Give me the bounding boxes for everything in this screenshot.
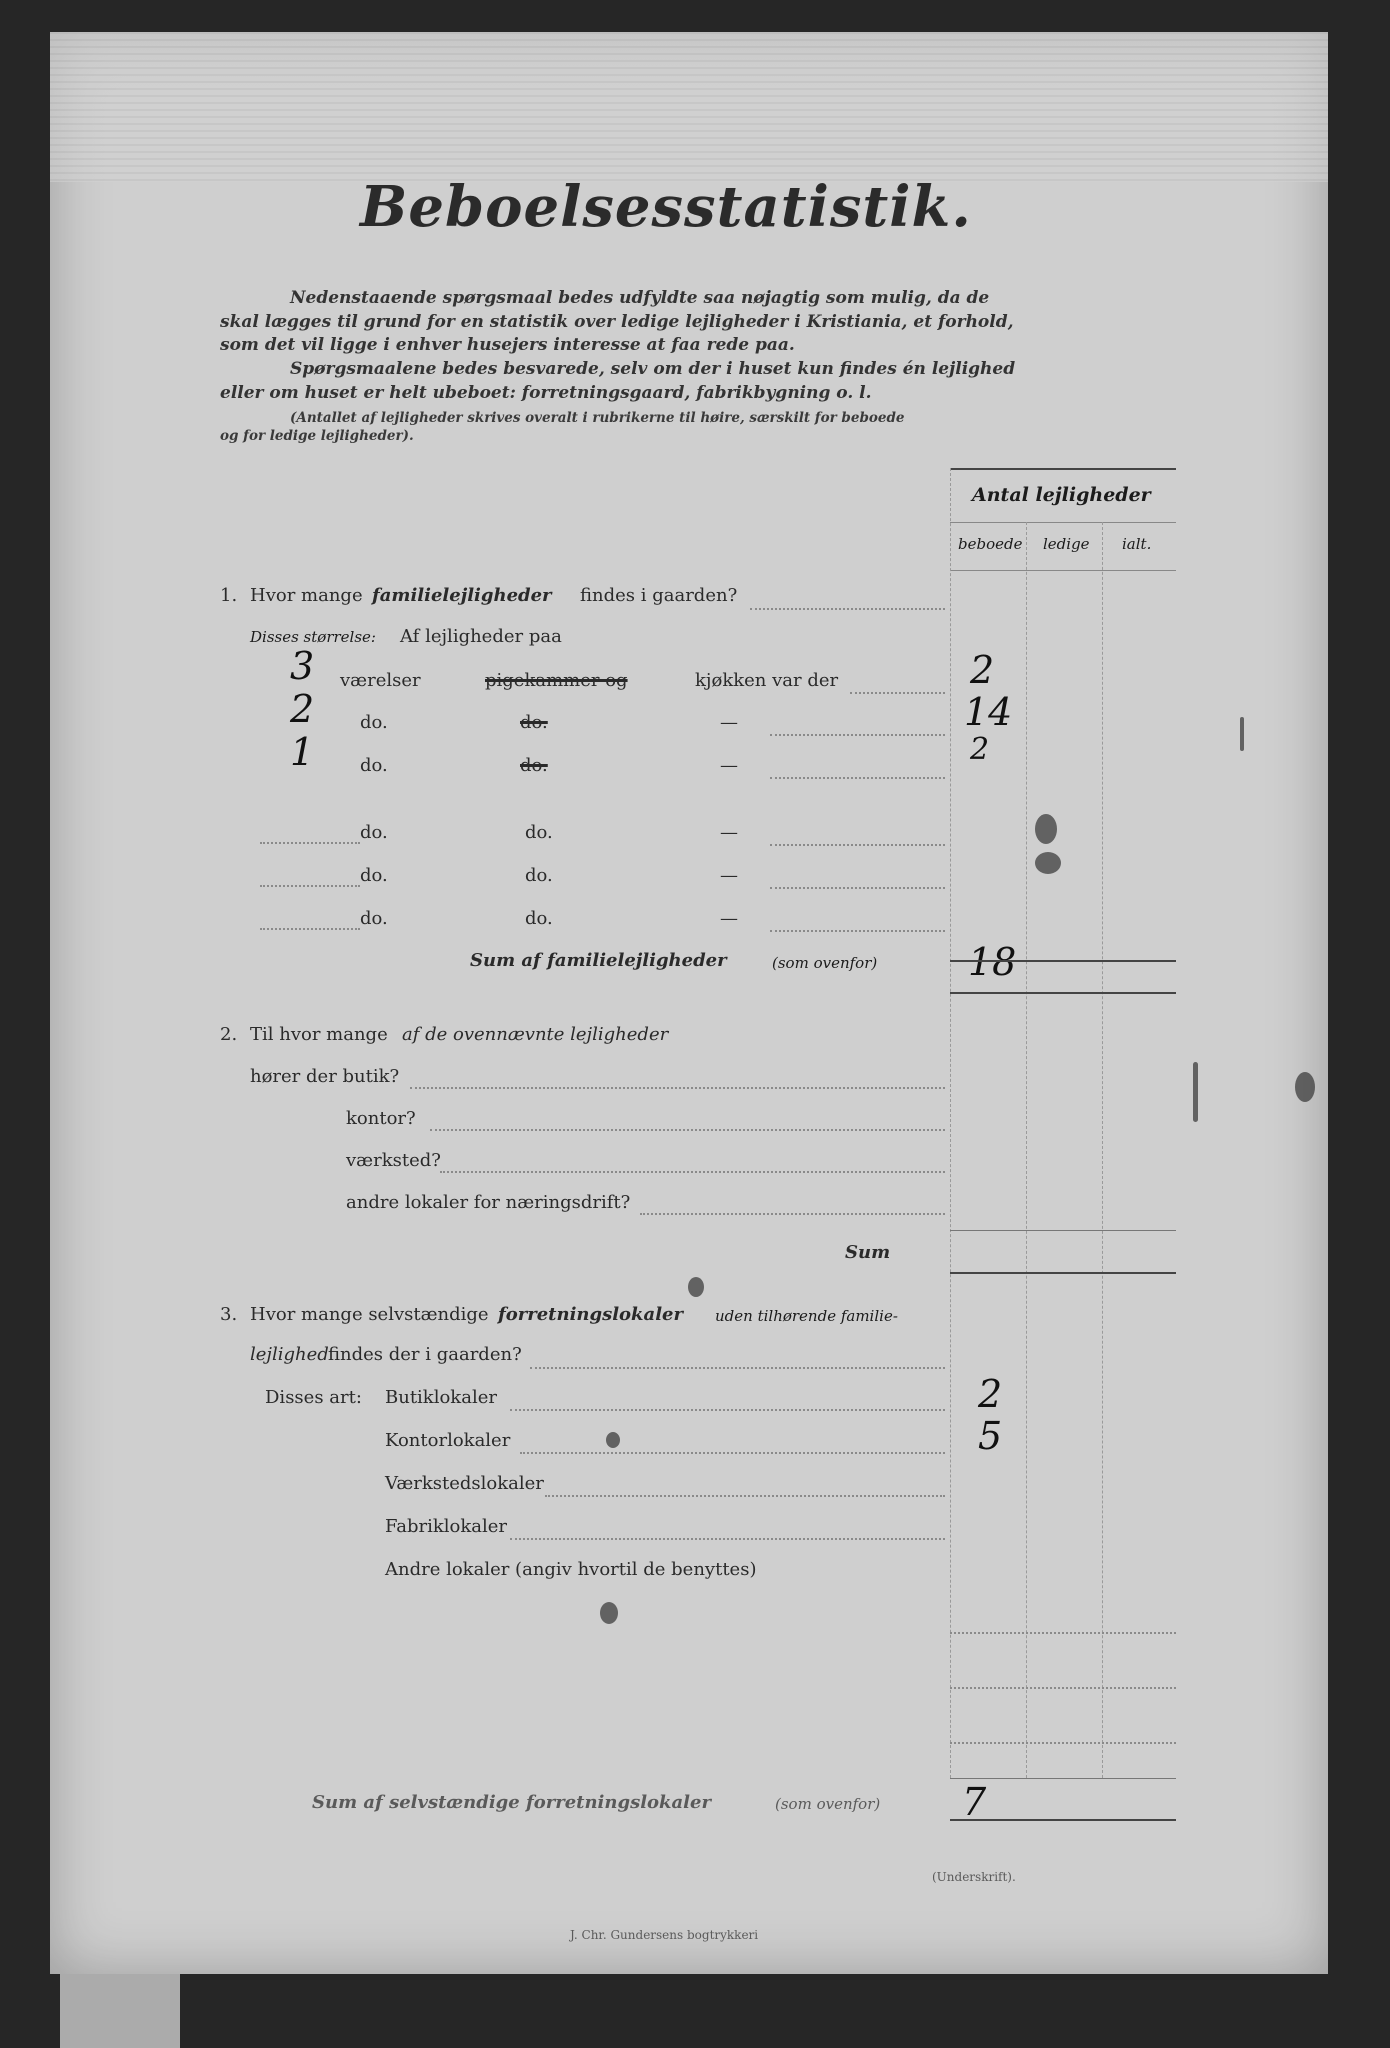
q1-sum-bottom-rule bbox=[950, 992, 1176, 994]
ink-smudge bbox=[600, 1602, 618, 1624]
q1-row1-rooms: 3 bbox=[290, 644, 315, 688]
q1-text-em: familielejligheder bbox=[372, 585, 552, 606]
q1-sum-beboede: 18 bbox=[968, 940, 1017, 984]
q1-row5-dots bbox=[770, 887, 945, 889]
q1-row5-dash: — bbox=[720, 865, 738, 886]
column-line-1 bbox=[1026, 522, 1027, 1778]
q3-sum-suffix: (som ovenfor) bbox=[775, 1795, 881, 1813]
q1-text-pre: Hvor mange bbox=[250, 585, 363, 606]
q1-row4-dots bbox=[770, 844, 945, 846]
q2-sum-top-rule bbox=[950, 1230, 1176, 1231]
q3-text-post: uden tilhørende familie- bbox=[715, 1307, 898, 1325]
q2-kontor-dots bbox=[430, 1129, 945, 1131]
q3-blank-line-1 bbox=[950, 1632, 1176, 1634]
q3-line2: findes der i gaarden? bbox=[328, 1344, 522, 1365]
q3-item-butik-dots bbox=[510, 1409, 945, 1411]
q1-row3-rooms: 1 bbox=[290, 730, 315, 774]
intro-line-1: Nedenstaaende spørgsmaal bedes udfyldte saa nøjagtig som mulig, da de bbox=[290, 288, 990, 308]
q1-row3-do-struck: do. bbox=[520, 755, 548, 776]
q1-row6-do2: do. bbox=[525, 908, 553, 929]
page-title: Beboelsesstatistik. bbox=[360, 174, 972, 240]
ink-smudge bbox=[1035, 814, 1057, 844]
table-top-rule bbox=[950, 468, 1176, 470]
q3-text-em: forretningslokaler bbox=[498, 1304, 683, 1325]
q1-row2-rooms: 2 bbox=[290, 687, 315, 731]
q2-sum-bottom-rule bbox=[950, 1272, 1176, 1274]
q1-row2-do-struck: do. bbox=[520, 712, 548, 733]
q3-item-kontor-dots bbox=[520, 1452, 945, 1454]
q3-sum-value: 7 bbox=[962, 1780, 987, 1824]
q3-line2-dots bbox=[530, 1367, 945, 1369]
q3-value-butik: 2 bbox=[978, 1372, 1003, 1416]
table-group-header: Antal lejligheder bbox=[972, 484, 1151, 506]
q3-sum-bottom-rule bbox=[950, 1819, 1176, 1821]
q1-row5-do: do. bbox=[360, 865, 388, 886]
ink-smudge bbox=[688, 1277, 704, 1297]
q1-text-post: findes i gaarden? bbox=[580, 585, 738, 606]
q2-kontor: kontor? bbox=[346, 1108, 416, 1129]
table-header-rule bbox=[950, 522, 1176, 523]
ink-stroke bbox=[1193, 1062, 1198, 1122]
q3-blank-line-3 bbox=[950, 1742, 1176, 1744]
q1-number: 1. bbox=[220, 585, 238, 606]
form-page bbox=[50, 32, 1328, 1974]
q1-row1-pigekammer: pigekammer og bbox=[485, 670, 628, 691]
intro-line-6: (Antallet af lejligheder skrives overalt i rubrikerne til høire, særskilt for beboede bbox=[290, 410, 905, 426]
q2-butik-dots bbox=[410, 1087, 945, 1089]
q1-row5-do2: do. bbox=[525, 865, 553, 886]
q1-row1-dots bbox=[850, 692, 945, 694]
ink-smudge bbox=[606, 1432, 620, 1448]
q1-row3-do: do. bbox=[360, 755, 388, 776]
q3-item-butik: Butiklokaler bbox=[385, 1387, 497, 1408]
q1-row4-do: do. bbox=[360, 822, 388, 843]
q2-andre: andre lokaler for næringsdrift? bbox=[346, 1192, 631, 1213]
q1-row2-dash: — bbox=[720, 712, 738, 733]
column-line-2 bbox=[1102, 522, 1103, 1778]
q3-item-kontor: Kontorlokaler bbox=[385, 1430, 511, 1451]
q1-row3-dots bbox=[770, 777, 945, 779]
q1-row1-beboede: 2 bbox=[970, 648, 995, 692]
q1-row1-vaerelser: værelser bbox=[340, 670, 421, 691]
q1-size-label: Disses størrelse: bbox=[250, 628, 376, 646]
q3-value-kontor: 5 bbox=[978, 1414, 1003, 1458]
q3-sum-top-rule bbox=[950, 1778, 1176, 1779]
q3-item-vaerksted-dots bbox=[545, 1495, 945, 1497]
q2-text-pre: Til hvor mange bbox=[250, 1024, 388, 1045]
q1-row2-beboede: 14 bbox=[964, 690, 1013, 734]
q1-row5-blank bbox=[260, 885, 360, 887]
q2-butik: hører der butik? bbox=[250, 1066, 400, 1087]
table-col-rule bbox=[950, 570, 1176, 571]
col-header-ledige: ledige bbox=[1043, 535, 1090, 553]
intro-line-3: som det vil ligge i enhver husejers interesse at faa rede paa. bbox=[220, 335, 795, 355]
q3-item-vaerksted: Værkstedslokaler bbox=[385, 1473, 544, 1494]
q1-dots bbox=[750, 608, 945, 610]
col-header-ialt: ialt. bbox=[1122, 535, 1152, 553]
q1-row6-dots bbox=[770, 930, 945, 932]
q1-size-text: Af lejligheder paa bbox=[400, 626, 562, 647]
ink-stroke bbox=[1240, 717, 1244, 751]
header-band bbox=[50, 32, 1328, 182]
q1-row2-do: do. bbox=[360, 712, 388, 733]
q2-sum-label: Sum bbox=[845, 1242, 891, 1263]
q1-row4-do2: do. bbox=[525, 822, 553, 843]
printer-imprint: J. Chr. Gundersens bogtrykkeri bbox=[570, 1928, 759, 1942]
q1-sum-label: Sum af familielejligheder bbox=[470, 950, 727, 971]
q3-line2-em: lejlighed bbox=[250, 1344, 329, 1365]
q3-text-pre: Hvor mange selvstændige bbox=[250, 1304, 489, 1325]
q1-row1-kjokken: kjøkken var der bbox=[695, 670, 839, 691]
q1-row6-dash: — bbox=[720, 908, 738, 929]
q2-vaerksted: værksted? bbox=[346, 1150, 441, 1171]
intro-line-5: eller om huset er helt ubeboet: forretningsgaard, fabrikbygning o. l. bbox=[220, 383, 872, 403]
ink-smudge bbox=[1035, 852, 1061, 874]
q2-vaerksted-dots bbox=[440, 1171, 945, 1173]
q1-row3-beboede: 2 bbox=[970, 732, 990, 767]
q1-row3-dash: — bbox=[720, 755, 738, 776]
q2-number: 2. bbox=[220, 1024, 238, 1045]
q3-item-andre: Andre lokaler (angiv hvortil de benyttes) bbox=[385, 1559, 757, 1580]
q1-row6-do: do. bbox=[360, 908, 388, 929]
q1-sum-top-rule bbox=[950, 960, 1176, 962]
column-line-left bbox=[950, 468, 951, 1778]
intro-line-7: og for ledige lejligheder). bbox=[220, 428, 414, 444]
col-header-beboede: beboede bbox=[958, 535, 1023, 553]
q3-item-fabrik-dots bbox=[510, 1538, 945, 1540]
q1-row2-dots bbox=[770, 734, 945, 736]
q1-row4-dash: — bbox=[720, 822, 738, 843]
q3-number: 3. bbox=[220, 1304, 238, 1325]
q3-blank-line-2 bbox=[950, 1687, 1176, 1689]
q3-art-label: Disses art: bbox=[265, 1387, 362, 1408]
q3-item-fabrik: Fabriklokaler bbox=[385, 1516, 508, 1537]
q3-sum-label: Sum af selvstændige forretningslokaler bbox=[312, 1792, 711, 1813]
ink-smudge bbox=[1295, 1072, 1315, 1102]
intro-line-2: skal lægges til grund for en statistik over ledige lejligheder i Kristiania, et forhold, bbox=[220, 312, 1014, 332]
q1-row4-blank bbox=[260, 842, 360, 844]
q2-text-em: af de ovennævnte lejligheder bbox=[402, 1024, 669, 1045]
intro-line-4: Spørgsmaalene bedes besvarede, selv om der i huset kun findes én lejlighed bbox=[290, 359, 1016, 379]
q1-row6-blank bbox=[260, 928, 360, 930]
q1-sum-suffix: (som ovenfor) bbox=[772, 954, 878, 972]
q2-andre-dots bbox=[640, 1213, 945, 1215]
signature-label: (Underskrift). bbox=[932, 1870, 1016, 1884]
